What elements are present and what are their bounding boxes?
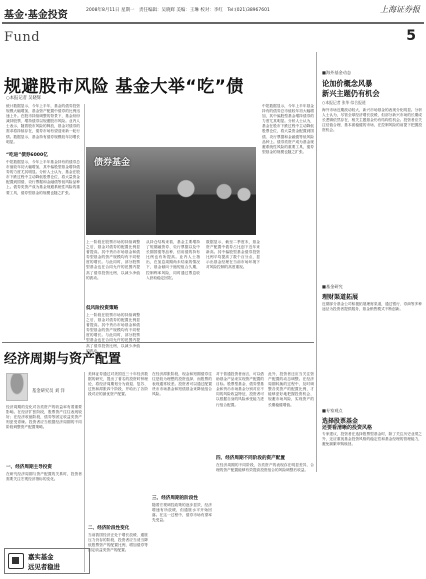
header-rule [2,22,424,24]
second-col1-text: 经济周期的变化对各类资产的收益率有着重要影响。在经济扩张阶段，股票资产往往表现较好；在经济收缩阶段，债券等固定收益类资产则更受青睐。投资者应当根据经济周期的不同阶段调整资产配置策略。 [6,405,82,430]
second-headline: 经济周期与资产配置 [4,352,122,367]
right-tag-3: ■专家观点 [322,408,343,413]
right-text-3: 专家建议，投资者在选择股票型基金时，除了关注历史业绩之外，还应重视基金投资风格的稳定性和基金经理的管理能力，避免频繁申购赎回。 [322,432,422,447]
second-col1b-text: 在研究经济周期与资产配置的关系时，投资者需要关注宏观经济指标的变化。 [6,472,82,482]
second-col3-text: 在经济滞胀阶段，现金和短期债券往往是较为理想的投资选择，而股票的表现通常较差。投资者可以通过配置货币市场基金和短债基金来降低组合风险。 [152,372,212,397]
main-col3-text: 从持仓结构来看，基金主要增持了短期融资券、央行票据以及中长期国债等品种，信用债的持有比例也有所提高。业内人士指出，在加息周期尚未结束的情况下，基金倾向于缩短组合久期，控制利率风险，同时通过票息收入获取稳定回报。 [146,240,200,280]
main-col1b-text: 中报数据显示，今年上半年基金持有的债券总市值较年初大幅增加，其中偏股型基金增持债券的力度尤其明显。分析人士认为，基金在股市下跌过程中主动降低股票仓位，将大量资金配置到国债、央行票据和金融债等低风险品种上。债券类资产成为基金规避系统性风险的重要工具，债券型基金的规模也随之扩张。 [6,160,80,195]
main-headline: 规避股市风险 基金大举“吃”债 [4,77,244,97]
right-text-2: 近期部分基金公司积极拓展理财渠道，通过银行、券商等多种途径为投资者提供服务，基金销售模式不断创新。 [322,302,422,312]
second-col5-text: 对于普通投资者而言，可以借助基金产品来实现资产配置的目标。股票型基金、债券型基金和货币市场基金分别对应不同的风险收益特征，投资者可以根据自身的风险承受能力进行组合配置。 [216,372,264,407]
right-column-rule [316,52,317,472]
main-col2b-text: 上一阶段在股票市场的持续调整之后，基金对债券的配置比例显著提高。其中货币市场基金和债券型基金的资产规模均有不同程度的增长。与此同时，部分股票型基金也在合同允许的范围内提高了债券投资比例，以减少净值的波动。 [86,313,140,353]
second-subhead-1: 一、经济周期主导投资 [6,465,52,470]
section-name: 基金·基金投资 [4,10,68,21]
main-col4-text: 数据显示，截至二季度末，基金资产配置中债券占比创下近年来新高。其中偏股型基金债券投资比例平均提高了数个百分点，显示出基金经理在当前市场环境下对风险控制的高度重视。 [206,240,260,270]
photo-people [156,177,256,235]
right-headline-3b: 还要看清晰的投资风格 [322,425,373,431]
second-subhead-2: 二、经济阶段性变化 [88,526,130,531]
main-subhead-2: 低风险投资策略 [86,306,119,311]
main-col2-text: 上一阶段在股票市场的持续调整之后，基金对债券的配置比例显著提高。其中货币市场基金和债券型基金的资产规模均有不同程度的增长。与此同时，部分股票型基金也在合同允许的范围内提高了债券投资比例，以减少净值的波动。 [86,240,140,280]
second-col6-text: 此外，投资者还应当关注资产配置的动态调整。在经济周期转换的过程中，及时调整各类资产的配置比例，才能够更好地把握投资机会、规避市场风险，实现资产的长期稳健增值。 [268,372,314,407]
author-portrait [6,373,28,401]
news-photo [86,147,256,235]
page-number: 5 [406,28,416,44]
second-col4b-text: 在经济周期的不同阶段，各类资产的表现存在明显差异，合理的资产配置能够有效提高投资组合的风险调整后收益。 [216,463,314,473]
page-header [0,0,426,52]
main-col1-text: 统计数据显示，今年上半年，基金的债券投资规模大幅增加，基金资产配置中债券的比例迅速上升。在股市持续调整的背景下，基金纷纷减持股票、增持债券以规避股市风险。业内人士表示，随着股市风险的释放，基金对债券的需求将持续存在，债券市场有望迎来新一轮行情。数据显示，基金持有债券规模较年初增长明显。 [6,104,80,144]
second-col4-text: 随着宏观调控政策的逐步显效，经济增速有所放缓，但通胀水平开始回落。在这一过程中，债券市场有望率先受益。 [152,503,212,523]
right-byline-1: ○本报记者 张华 综合报道 [322,100,366,105]
header-meta-line: 2008年8月11日 星期一 责任编辑：吴晓辉 美编：王琳 校对：李红 Tel:(021)38967601 [86,8,270,13]
second-subhead-3: 三、经济周期的阶段性 [152,496,198,501]
second-subhead-4: 四、经济周期不同阶段的资产配置 [216,456,285,461]
ad-line-1: 嘉实基金 [28,553,54,561]
right-text-1: 海外市场近期波动较大，新兴市场基金的表现分化明显。分析人士认为，尽管全球经济增长放缓，但部分新兴市场的长期成长逻辑依然存在，相关主题基金仍有结构性机会。投资者应关注估值合理、基本面稳健的市场，在控制风险的前提下把握投资机会。 [322,108,422,133]
ad-line-2: 远见者稳进 [28,563,60,571]
main-byline: ○本报记者 吴晓辉 [6,96,42,101]
right-tag-2: ■基金研究 [322,284,343,289]
section-divider [2,342,314,343]
right-headline-3: 选择股票基金 [322,418,359,425]
right-headline-1b: 新兴主题仍有机会 [322,89,380,98]
fund-ad[interactable] [4,548,90,574]
second-author: 基金研究员 刘 洋 [32,389,65,394]
ad-logo-icon [8,553,24,569]
paper-name: 上海证券报 [380,5,420,14]
second-col2b-text: 当前我国经济正处于增长放缓、通胀压力仍存的阶段，投资者应当适当降低股票资产的配置比例，增加债券等固定收益类资产的配置。 [88,533,148,553]
second-col2-text: 美林证券通过对美国近三十年经济数据的研究，提出了著名的投资时钟理论，将经济周期划分为衰退、复苏、过热和滞胀四个阶段，并给出了各阶段对应的最优资产配置。 [88,372,148,397]
main-col5-text: 中报数据显示，今年上半年基金持有的债券总市值较年初大幅增加，其中偏股型基金增持债券的力度尤其明显。分析人士认为，基金在股市下跌过程中主动降低股票仓位，将大量资金配置到国债、央行票据和金融债等低风险品种上。债券类资产成为基金规避系统性风险的重要工具，债券型基金的规模也随之扩张。 [262,104,314,154]
right-headline-1: 论加价概念风暴 [322,79,373,88]
right-tag-1: ■海外基金动态 [322,70,352,75]
main-subhead-1: “吃进”债券6000亿 [6,153,48,158]
fund-section-word: Fund [4,30,41,45]
right-headline-2: 理财渠道拓展 [322,294,359,301]
photo-banner: 债券基金 [94,158,131,168]
